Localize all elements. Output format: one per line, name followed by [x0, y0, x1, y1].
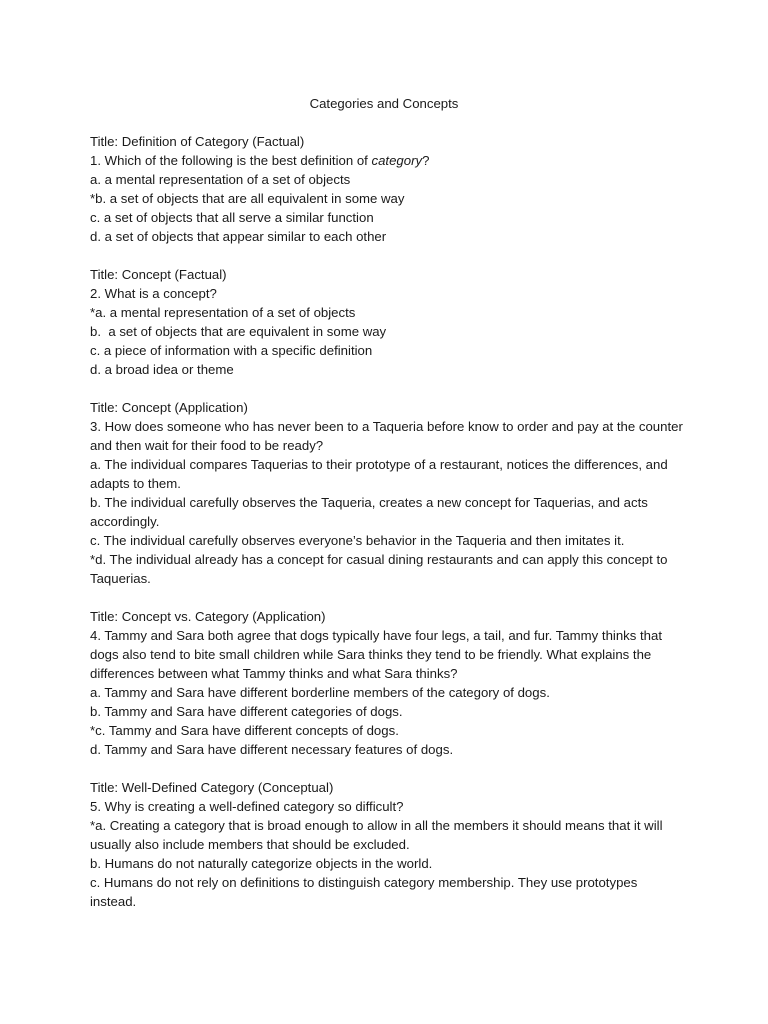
question-1 [90, 132, 686, 246]
question-title: Title: Definition of Category (Factual) [90, 134, 305, 149]
document-title: Categories and Concepts [309, 96, 459, 111]
question-stem [90, 151, 686, 170]
question-stem-text: 1. Which of the following is the best definition of [90, 153, 372, 168]
answer-option: b. The individual carefully observes the Taqueria, creates a new concept for Taquerias, and acts accordingly. [90, 495, 648, 529]
answer-option: a. Tammy and Sara have different borderline members of the category of dogs. [90, 685, 550, 700]
question-title: Title: Well-Defined Category (Conceptual) [90, 780, 334, 795]
question-title: Title: Concept (Application) [90, 400, 248, 415]
answer-option-correct: *a. a mental representation of a set of objects [90, 305, 356, 320]
answer-option: b. Tammy and Sara have different categories of dogs. [90, 704, 403, 719]
question-stem: 2. What is a concept? [90, 286, 217, 301]
answer-option-correct: *a. Creating a category that is broad enough to allow in all the members it should means that it will usually also include members that should be excluded. [90, 818, 663, 852]
answer-option: d. a set of objects that appear similar to each other [90, 229, 387, 244]
question-stem: 5. Why is creating a well-defined category so difficult? [90, 799, 404, 814]
question-5 [90, 778, 686, 911]
answer-option-correct: *d. The individual already has a concept for casual dining restaurants and can apply this concept to Taquerias. [90, 552, 668, 586]
answer-option: c. The individual carefully observes everyone’s behavior in the Taqueria and then imitates it. [90, 533, 625, 548]
question-stem-term: category [371, 153, 423, 168]
answer-option-correct: *b. a set of objects that are all equivalent in some way [90, 191, 405, 206]
question-3 [90, 398, 686, 588]
answer-option: b. Humans do not naturally categorize objects in the world. [90, 856, 433, 871]
question-stem-end: ? [422, 153, 430, 168]
answer-option: c. a set of objects that all serve a similar function [90, 210, 374, 225]
answer-option-correct: *c. Tammy and Sara have different concepts of dogs. [90, 723, 399, 738]
question-stem: 3. How does someone who has never been to a Taqueria before know to order and pay at the counter and then wait for their food to be ready? [90, 419, 683, 453]
answer-option: d. a broad idea or theme [90, 362, 234, 377]
question-title: Title: Concept vs. Category (Application) [90, 609, 326, 624]
answer-option: d. Tammy and Sara have different necessary features of dogs. [90, 742, 454, 757]
answer-option: a. The individual compares Taquerias to their prototype of a restaurant, notices the differences, and adapts to them. [90, 457, 668, 491]
answer-option: b. a set of objects that are equivalent in some way [90, 324, 387, 339]
question-list [90, 132, 686, 930]
question-stem: 4. Tammy and Sara both agree that dogs typically have four legs, a tail, and fur. Tammy thinks that dogs also tend to bite small children while Sara thinks they tend to be friendly. What explains the differences between what Tammy thinks and what Sara thinks? [90, 628, 663, 681]
answer-option: c. a piece of information with a specific definition [90, 343, 373, 358]
question-4 [90, 607, 686, 759]
question-2 [90, 265, 686, 379]
answer-option: a. a mental representation of a set of objects [90, 172, 351, 187]
question-title: Title: Concept (Factual) [90, 267, 227, 282]
answer-option: c. Humans do not rely on definitions to distinguish category membership. They use prototypes instead. [90, 875, 638, 909]
